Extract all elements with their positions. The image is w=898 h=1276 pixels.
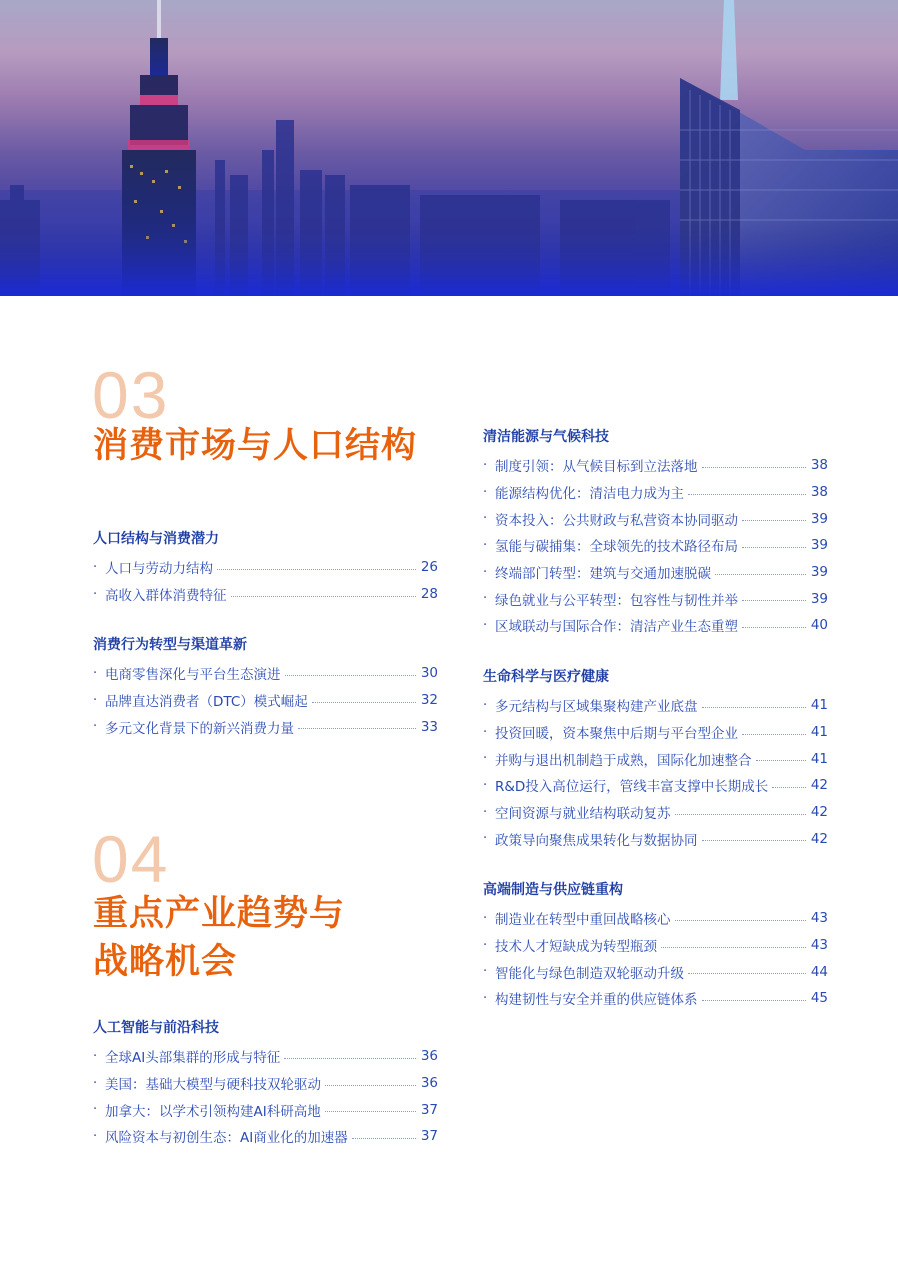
toc-entry-page: 32 [420, 692, 438, 709]
toc-entry-page: 37 [420, 1128, 438, 1145]
bullet: · [483, 537, 488, 553]
toc-entry-page: 36 [420, 1075, 438, 1092]
toc-group-life-science [483, 666, 828, 852]
toc-group-ai [93, 1017, 438, 1150]
bullet: · [93, 1075, 98, 1091]
bullet: · [483, 724, 488, 740]
toc-entry-page: 41 [810, 697, 828, 714]
toc-entry[interactable] [483, 958, 828, 985]
toc-entry-page: 43 [810, 910, 828, 927]
toc-entry-page: 41 [810, 724, 828, 741]
toc-entry-page: 38 [810, 484, 828, 501]
leader-dots [312, 702, 416, 703]
toc-group-heading: 高端制造与供应链重构 [483, 882, 623, 898]
section-title-03 [93, 422, 417, 470]
toc-entry[interactable] [93, 713, 438, 740]
bullet: · [93, 665, 98, 681]
toc-entry-label: 风险资本与初创生态：AI商业化的加速器 [105, 1130, 348, 1147]
toc-entry[interactable] [483, 985, 828, 1012]
leader-dots [702, 467, 807, 468]
bullet: · [93, 559, 98, 575]
toc-entry[interactable] [93, 660, 438, 687]
toc-entry[interactable] [483, 559, 828, 586]
toc-entry-page: 33 [420, 718, 438, 735]
leader-dots [688, 494, 806, 495]
toc-entry[interactable] [483, 745, 828, 772]
bullet: · [93, 692, 98, 708]
leader-dots [298, 728, 416, 729]
toc-entry[interactable] [483, 905, 828, 932]
skyline-illustration [0, 0, 898, 296]
leader-dots [285, 675, 417, 676]
toc-entry-label: 多元文化背景下的新兴消费力量 [105, 720, 294, 737]
toc-entry-page: 28 [420, 586, 438, 603]
bullet: · [93, 1102, 98, 1118]
toc-entry-label: 美国：基础大模型与硬科技双轮驱动 [105, 1077, 321, 1094]
bullet: · [483, 937, 488, 953]
toc-entry-label: 资本投入：公共财政与私营资本协同驱动 [495, 512, 738, 529]
leader-dots [756, 760, 807, 761]
bullet: · [483, 831, 488, 847]
bullet: · [93, 1128, 98, 1144]
bullet: · [483, 964, 488, 980]
toc-entry[interactable] [93, 1043, 438, 1070]
toc-entry[interactable] [483, 719, 828, 746]
toc-entry-page: 26 [420, 559, 438, 576]
toc-entry-label: 终端部门转型：建筑与交通加速脱碳 [495, 566, 711, 583]
bullet: · [483, 751, 488, 767]
toc-entry-page: 44 [810, 963, 828, 980]
toc-entry-page: 42 [810, 804, 828, 821]
toc-entry-page: 37 [420, 1101, 438, 1118]
bullet: · [483, 910, 488, 926]
section-title-line: 重点产业趋势与 [93, 894, 346, 934]
toc-entry-label: 区域联动与国际合作：清洁产业生态重塑 [495, 619, 738, 636]
section-number-04: 04 [92, 822, 170, 896]
toc-entry-label: 电商零售深化与平台生态演进 [105, 667, 281, 684]
toc-entry-page: 39 [810, 564, 828, 581]
toc-entry-label: 能源结构优化：清洁电力成为主 [495, 486, 684, 503]
bullet: · [483, 990, 488, 1006]
toc-entry[interactable] [93, 554, 438, 581]
section-number-03: 03 [92, 358, 170, 432]
toc-entry[interactable] [483, 585, 828, 612]
toc-entry-label: 技术人才短缺成为转型瓶颈 [495, 939, 657, 956]
leader-dots [742, 600, 806, 601]
leader-dots [702, 1000, 807, 1001]
toc-group-heading: 生命科学与医疗健康 [483, 669, 609, 685]
bullet: · [483, 591, 488, 607]
toc-entry-page: 43 [810, 937, 828, 954]
toc-group-clean-energy [483, 426, 828, 639]
toc-entry-page: 30 [420, 665, 438, 682]
toc-entry-label: 政策导向聚焦成果转化与数据协同 [495, 832, 698, 849]
section-title-line: 消费市场与人口结构 [93, 426, 418, 466]
toc-entry-label: 构建韧性与安全并重的供应链体系 [495, 992, 698, 1009]
toc-group-heading: 消费行为转型与渠道革新 [93, 637, 247, 653]
toc-entry-label: 加拿大：以学术引领构建AI科研高地 [105, 1103, 321, 1120]
toc-entry-page: 41 [810, 750, 828, 767]
toc-entry[interactable] [483, 932, 828, 959]
bullet: · [483, 777, 488, 793]
toc-entry-page: 39 [810, 510, 828, 527]
section-title-line: 战略机会 [93, 942, 238, 982]
toc-entry-page: 42 [810, 830, 828, 847]
bullet: · [93, 719, 98, 735]
toc-entry-label: 投资回暖，资本聚焦中后期与平台型企业 [495, 726, 738, 743]
toc-entry-page: 38 [810, 457, 828, 474]
toc-entry-page: 42 [810, 777, 828, 794]
toc-entry-page: 39 [810, 590, 828, 607]
leader-dots [661, 947, 806, 948]
leader-dots [702, 707, 807, 708]
toc-entry-label: 人口与劳动力结构 [105, 561, 213, 578]
toc-group-population [93, 528, 438, 607]
toc-entry-page: 36 [420, 1048, 438, 1065]
leader-dots [742, 547, 806, 548]
leader-dots [284, 1058, 416, 1059]
hero-skyline-image [0, 0, 898, 296]
toc-entry-label: 并购与退出机制趋于成熟，国际化加速整合 [495, 752, 752, 769]
toc-entry[interactable] [93, 687, 438, 714]
toc-entry[interactable] [483, 532, 828, 559]
toc-group-heading: 人工智能与前沿科技 [93, 1020, 219, 1036]
toc-group-consumer-behavior [93, 634, 438, 740]
bullet: · [483, 457, 488, 473]
bullet: · [483, 697, 488, 713]
toc-entry[interactable] [483, 612, 828, 639]
bullet: · [93, 1048, 98, 1064]
toc-entry[interactable] [483, 505, 828, 532]
leader-dots [772, 787, 806, 788]
toc-entry-label: 制度引领：从气候目标到立法落地 [495, 459, 698, 476]
leader-dots [688, 973, 806, 974]
bullet: · [483, 511, 488, 527]
toc-entry-label: 全球AI头部集群的形成与特征 [105, 1050, 281, 1067]
section-title-04 [93, 890, 345, 986]
leader-dots [715, 574, 806, 575]
toc-entry[interactable] [483, 772, 828, 799]
bullet: · [483, 804, 488, 820]
leader-dots [325, 1085, 416, 1086]
leader-dots [742, 627, 806, 628]
leader-dots [325, 1111, 416, 1112]
toc-entry-label: 空间资源与就业结构联动复苏 [495, 806, 671, 823]
toc-entry-page: 45 [810, 990, 828, 1007]
leader-dots [352, 1138, 416, 1139]
toc-entry-label: 绿色就业与公平转型：包容性与韧性并举 [495, 592, 738, 609]
toc-entry[interactable] [483, 799, 828, 826]
bullet: · [483, 484, 488, 500]
bullet: · [483, 617, 488, 633]
toc-entry-label: 智能化与绿色制造双轮驱动升级 [495, 965, 684, 982]
toc-entry[interactable] [483, 452, 828, 479]
toc-entry-page: 39 [810, 537, 828, 554]
toc-entry[interactable] [93, 1070, 438, 1097]
toc-entry[interactable] [93, 1096, 438, 1123]
toc-entry[interactable] [483, 825, 828, 852]
toc-entry[interactable] [483, 479, 828, 506]
leader-dots [675, 920, 807, 921]
toc-entry-label: R&D投入高位运行，管线丰富支撑中长期成长 [495, 779, 769, 796]
toc-entry-page: 40 [810, 617, 828, 634]
toc-group-heading: 人口结构与消费潜力 [93, 531, 219, 547]
toc-entry[interactable] [93, 581, 438, 608]
leader-dots [217, 569, 416, 570]
toc-group-manufacturing [483, 879, 828, 1012]
leader-dots [231, 596, 417, 597]
bullet: · [93, 586, 98, 602]
toc-entry-label: 氢能与碳捕集：全球领先的技术路径布局 [495, 539, 738, 556]
bullet: · [483, 564, 488, 580]
toc-entry[interactable] [483, 692, 828, 719]
toc-entry-label: 高收入群体消费特征 [105, 588, 227, 605]
toc-group-heading: 清洁能源与气候科技 [483, 429, 609, 445]
leader-dots [675, 814, 807, 815]
leader-dots [702, 840, 807, 841]
leader-dots [742, 734, 806, 735]
toc-entry-label: 品牌直达消费者（DTC）模式崛起 [105, 694, 308, 711]
toc-entry[interactable] [93, 1123, 438, 1150]
toc-entry-label: 制造业在转型中重回战略核心 [495, 912, 671, 929]
toc-entry-label: 多元结构与区域集聚构建产业底盘 [495, 699, 698, 716]
leader-dots [742, 520, 806, 521]
